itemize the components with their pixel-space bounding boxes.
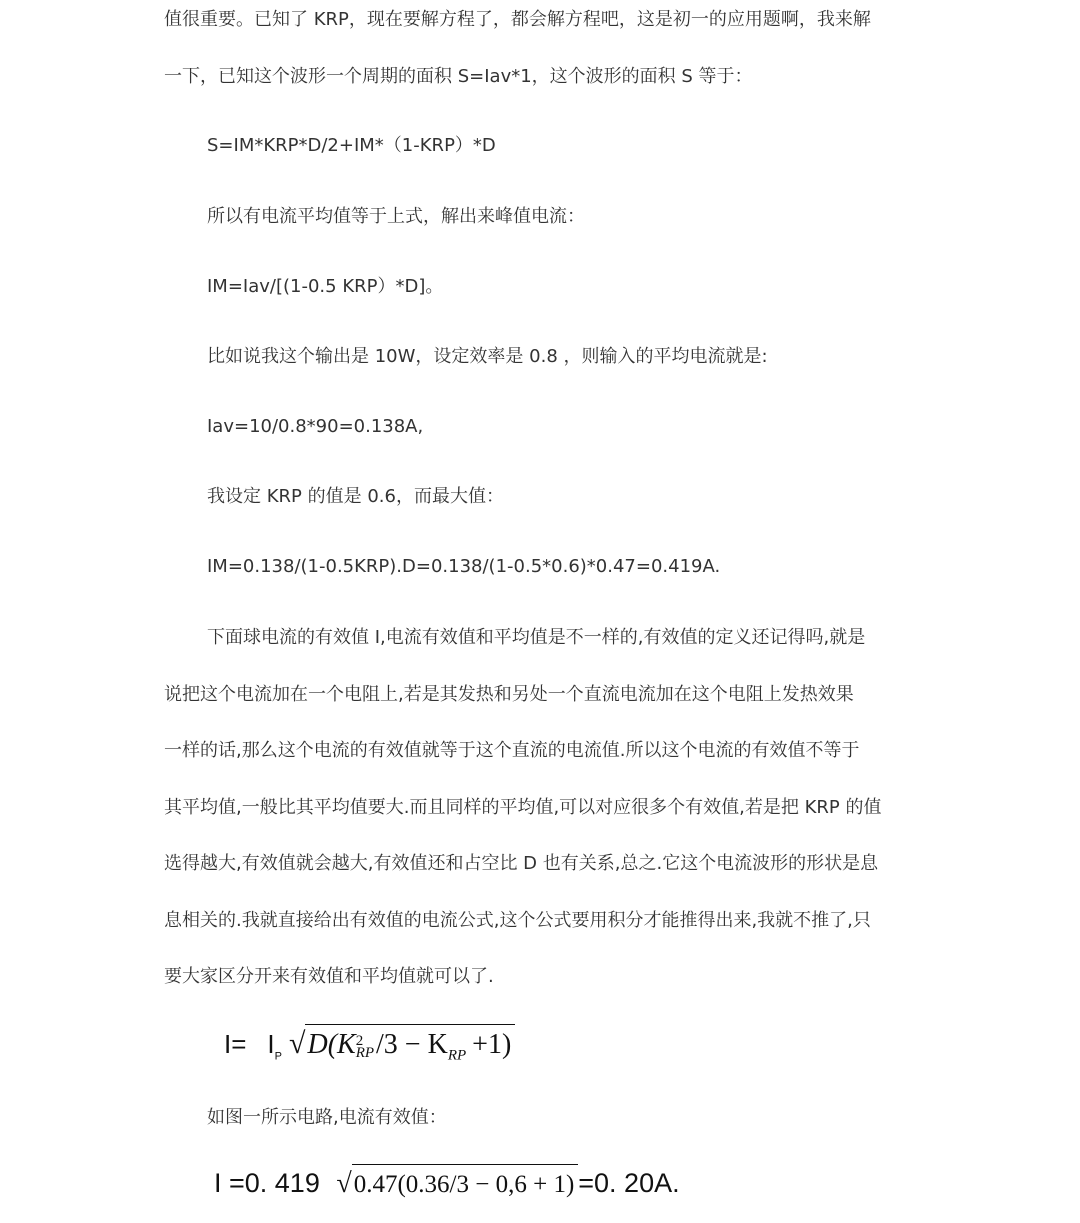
- equation-line: IM=Iav/[(1-0.5 KRP）*D]。: [207, 276, 444, 297]
- formula-ip-sub: P: [274, 1050, 282, 1063]
- paragraph-line: 息相关的.我就直接给出有效值的电流公式,这个公式要用积分才能推得出来,我就不推了,只: [164, 910, 871, 931]
- paragraph-line: 选得越大,有效值就会越大,有效值还和占空比 D 也有关系,总之.它这个电流波形的形状是息: [164, 853, 879, 874]
- radicand-part: /3 − K: [376, 1029, 448, 1060]
- paragraph-line: 其平均值,一般比其平均值要大.而且同样的平均值,可以对应很多个有效值,若是把 KRP 的值: [164, 797, 882, 818]
- sqrt-sign: √: [336, 1168, 352, 1199]
- paragraph-line: 如图一所示电路,电流有效值：: [207, 1107, 447, 1128]
- sqrt-sign: √: [289, 1027, 306, 1060]
- paragraph-line: 一下，已知这个波形一个周期的面积 S=Iav*1，这个波形的面积 S 等于：: [164, 66, 753, 87]
- calc-result: =0. 20A.: [578, 1168, 680, 1198]
- calc-radicand: 0.47(0.36/3 − 0,6 + 1): [352, 1164, 579, 1205]
- equation-line: S=IM*KRP*D/2+IM*（1-KRP）*D: [207, 135, 496, 156]
- paragraph-line: 要大家区分开来有效值和平均值就可以了.: [164, 966, 494, 987]
- formula-radicand: [305, 1024, 515, 1076]
- k-subscript: RP: [355, 1044, 375, 1061]
- calc-lhs: I =0. 419: [214, 1168, 320, 1198]
- radicand-part: D(K: [307, 1029, 356, 1060]
- formula-ip: I: [267, 1029, 275, 1059]
- paragraph-line: 值很重要。已知了 KRP，现在要解方程了，都会解方程吧，这是初一的应用题啊，我来解: [164, 9, 871, 30]
- radicand-part: +1): [472, 1029, 512, 1060]
- equation-line: IM=0.138/(1-0.5KRP).D=0.138/(1-0.5*0.6)*0.47=0.419A.: [207, 556, 721, 577]
- k-subscript: RP: [447, 1047, 467, 1064]
- paragraph-line: 下面球电流的有效值 I,电流有效值和平均值是不一样的,有效值的定义还记得吗,就是: [207, 627, 866, 648]
- rms-current-formula: [224, 1024, 515, 1077]
- paragraph-line: 一样的话,那么这个电流的有效值就等于这个直流的电流值.所以这个电流的有效值不等于: [164, 740, 860, 761]
- equation-line: Iav=10/0.8*90=0.138A,: [207, 416, 424, 437]
- rms-current-calculation: [214, 1163, 680, 1205]
- k-superscript: 2: [355, 1032, 364, 1049]
- paragraph-line: 所以有电流平均值等于上式，解出来峰值电流：: [207, 206, 585, 227]
- paragraph-line: 说把这个电流加在一个电阻上,若是其发热和另处一个直流电流加在这个电阻上发热效果: [164, 684, 854, 705]
- formula-lhs: I=: [224, 1029, 247, 1059]
- paragraph-line: 比如说我这个输出是 10W，设定效率是 0.8 ，则输入的平均电流就是:: [207, 346, 768, 367]
- paragraph-line: 我设定 KRP 的值是 0.6，而最大值：: [207, 486, 504, 507]
